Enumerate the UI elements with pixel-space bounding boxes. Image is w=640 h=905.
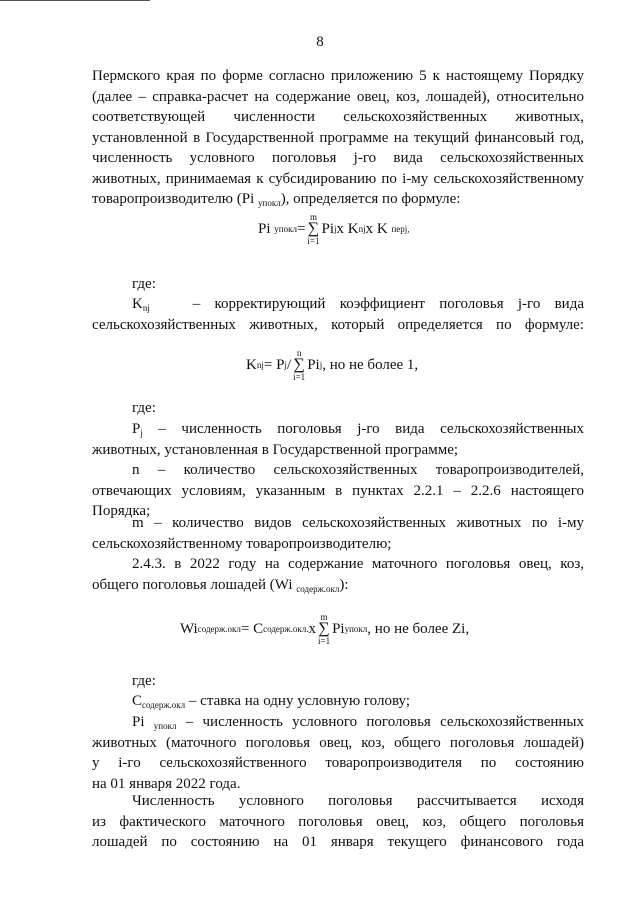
text-line: $P_j$ – численность поголовья j-го вида сельскохозяйственных bbox=[132, 421, 585, 438]
text-line: общего поголовья лошадей (Wi $_{содерж.окл}$): bbox=[92, 576, 349, 594]
text-line: сельскохозяйственных животных, который определяется по формуле: bbox=[92, 316, 584, 333]
text-line: (далее – справка-расчет на содержание овец, коз, лошадей), относительно bbox=[92, 88, 584, 105]
text-line: Пермского края по форме согласно приложению 5 к настоящему Порядку bbox=[92, 68, 584, 84]
label-where bbox=[92, 398, 584, 419]
text-line-last: товаропроизводителю (Pi $_{упокл}$), определяется по формуле: bbox=[92, 191, 461, 208]
definition-knj bbox=[92, 294, 584, 335]
text-line: животных, принимаемая к субсидированию по i-му сельскохозяйственному bbox=[92, 170, 584, 187]
label-where bbox=[92, 671, 584, 692]
definition-pj bbox=[92, 419, 584, 460]
text-line: m – количество видов сельскохозяйственных животных по i-му bbox=[132, 515, 584, 531]
text-line: у i-го сельскохозяйственного товаропроизводителя по состоянию bbox=[92, 755, 584, 771]
where-label: где: bbox=[132, 400, 156, 416]
top-rule bbox=[0, 0, 150, 1]
text-line: установленной в Государственной программе на текущий финансовый год, bbox=[92, 129, 584, 146]
formula-pi-upokl: Pi упокл = m ∑ i=1 Pi j x K nj x K перj, bbox=[258, 212, 410, 246]
page-number: 8 bbox=[316, 34, 324, 50]
sum-symbol: n ∑ i=1 bbox=[293, 348, 306, 382]
text-line: отвечающих условиям, указанным в пунктах 2.2.1 – 2.2.6 настоящего bbox=[92, 482, 584, 499]
text-line: сельскохозяйственному товаропроизводителю; bbox=[92, 535, 392, 552]
text-line: $C_{содерж.окл}$ – ставка на одну условную голову; bbox=[132, 693, 411, 710]
text-line: Численность условного поголовья рассчитывается исходя bbox=[132, 793, 584, 809]
where-label: где: bbox=[132, 673, 156, 689]
text-line: лошадей по состоянию на 01 января текущего финансового года bbox=[92, 834, 584, 850]
text-line: животных, установленная в Государственной программе; bbox=[92, 441, 459, 458]
sum-symbol: m ∑ i=1 bbox=[318, 612, 331, 646]
definition-m bbox=[92, 513, 584, 554]
text-line: n – количество сельскохозяйственных товаропроизводителей, bbox=[132, 462, 584, 478]
text-line: на 01 января 2022 года. bbox=[92, 775, 241, 792]
text-line: Pi $_{упокл}$ – численность условного поголовья сельскохозяйственных bbox=[132, 714, 584, 731]
text-line: животных (маточного поголовья овец, коз, общего поголовья лошадей) bbox=[92, 734, 584, 751]
paragraph-count bbox=[92, 791, 584, 853]
text-line: численность условного поголовья j-го вида сельскохозяйственных bbox=[92, 150, 584, 166]
text-line: Порядка; bbox=[92, 503, 151, 519]
text-line: соответствующей численности сельскохозяйственных животных, bbox=[92, 109, 584, 125]
text-line: из фактического маточного поголовья овец, коз, общего поголовья bbox=[92, 813, 584, 830]
definition-pi-upokl bbox=[92, 712, 584, 794]
definition-c bbox=[92, 691, 584, 712]
sum-symbol: m ∑ i=1 bbox=[307, 212, 320, 246]
paragraph-2-4-3 bbox=[92, 554, 584, 595]
label-where bbox=[92, 274, 584, 295]
formula-wi: Wi содерж.окл = C содерж.окл. x m ∑ i=1 Pi упокл , но не более Zi, bbox=[180, 612, 470, 646]
text-line: $K_{nj}$ – корректирующий коэффициент поголовья j-го вида bbox=[132, 296, 585, 313]
where-label: где: bbox=[132, 276, 156, 292]
paragraph-intro bbox=[92, 66, 584, 210]
text-line: 2.4.3. в 2022 году на содержание маточного поголовья овец, коз, bbox=[132, 556, 584, 572]
formula-knj: K nj = P j / n ∑ i=1 Pi j , но не более 1, bbox=[246, 348, 419, 382]
